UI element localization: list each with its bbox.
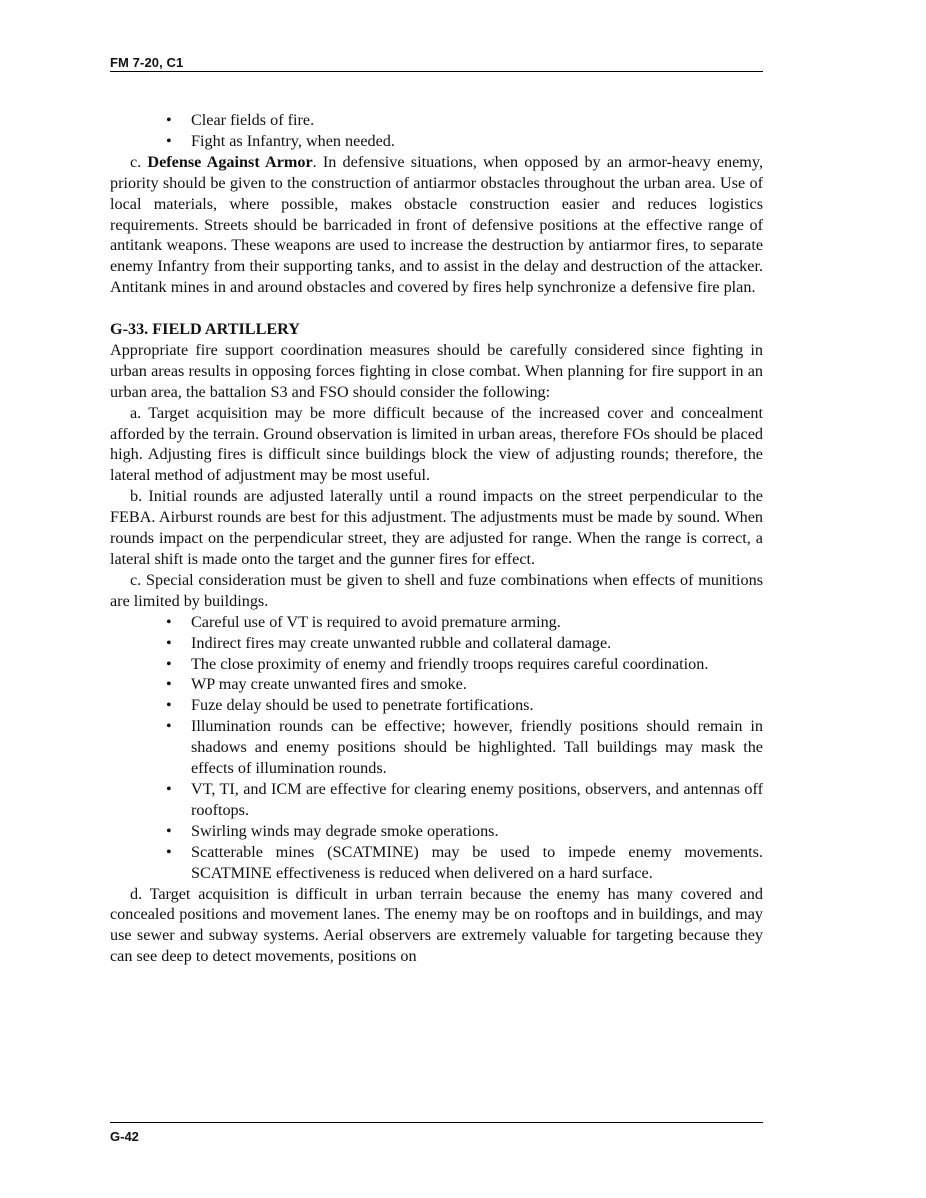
bullet-icon: • xyxy=(166,612,172,631)
paragraph-defense-against-armor xyxy=(110,152,763,298)
list-item-text: Swirling winds may degrade smoke operations. xyxy=(191,821,499,840)
list-item xyxy=(166,779,763,821)
list-item-text: WP may create unwanted fires and smoke. xyxy=(191,675,467,694)
bullet-icon: • xyxy=(166,821,172,840)
paragraph-title: Defense Against Armor xyxy=(147,152,313,171)
bullet-icon: • xyxy=(166,131,172,150)
bullet-list-top xyxy=(110,110,763,152)
page-body xyxy=(110,110,763,967)
bullet-icon: • xyxy=(166,111,172,129)
list-item xyxy=(166,821,763,842)
list-item-text: Clear fields of fire. xyxy=(191,111,315,129)
running-header: FM 7-20, C1 xyxy=(110,55,184,70)
list-item xyxy=(166,674,763,695)
list-item xyxy=(166,842,763,884)
list-item-text: Careful use of VT is required to avoid premature arming. xyxy=(191,612,561,631)
bullet-icon: • xyxy=(166,717,172,736)
bullet-icon: • xyxy=(166,779,172,798)
paragraph-a: a. Target acquisition may be more difficult because of the increased cover and concealment afforded by the terrain. Ground observation is limited in urban areas, therefore FOs should be placed high. Adjusting fires is difficult since buildings block the view of adjusting rounds; therefore, the lateral method of adjustment may be most useful. xyxy=(110,403,763,485)
section-intro: Appropriate fire support coordination measures should be carefully considered since fighting in urban areas results in opposing forces fighting in close combat. When planning for fire support in an urban area, the battalion S3 and FSO should consider the following: xyxy=(110,340,763,401)
list-item xyxy=(166,654,763,675)
list-item-text: Illumination rounds can be effective; however, friendly positions should remain in shadows and enemy positions should be highlighted. Tall buildings may mask the effects of illumination rounds. xyxy=(191,717,763,778)
header-rule xyxy=(110,71,763,72)
list-item-text: Scatterable mines (SCATMINE) may be used to impede enemy movements. SCATMINE effectiveness is reduced when delivered on a hard surface. xyxy=(191,842,763,882)
list-item-text: Fight as Infantry, when needed. xyxy=(191,131,395,150)
spacer xyxy=(110,298,763,319)
paragraph-b: b. Initial rounds are adjusted laterally until a round impacts on the street perpendicular to the FEBA. Airburst rounds are best for this adjustment. The adjustments must be made by sound. When rounds impact on the perpendicular street, they are adjusted for range. When the range is correct, a lateral shift is made onto the target and the gunner fires for effect. xyxy=(110,487,763,569)
bullet-icon: • xyxy=(166,654,172,673)
bullet-icon: • xyxy=(166,633,172,652)
bullet-icon: • xyxy=(166,696,172,715)
section-heading: G-33. FIELD ARTILLERY xyxy=(110,320,300,339)
list-item xyxy=(166,633,763,654)
bullet-icon: • xyxy=(166,842,172,861)
list-item xyxy=(166,716,763,779)
page-number: G-42 xyxy=(110,1129,139,1144)
paragraph-c: c. Special consideration must be given to shell and fuze combinations when effects of munitions are limited by buildings. xyxy=(110,570,763,610)
list-item xyxy=(166,695,763,716)
list-item-text: Fuze delay should be used to penetrate fortifications. xyxy=(191,696,534,715)
list-item-text: Indirect fires may create unwanted rubble and collateral damage. xyxy=(191,633,612,652)
paragraph-label: c. xyxy=(130,152,142,171)
paragraph-text: . In defensive situations, when opposed by an armor-heavy enemy, priority should be given to the construction of antiarmor obstacles throughout the urban area. Use of local materials, where possible, makes obstacle construction easier and reduces logistics requirements. Streets should be barricaded in front of defensive positions at the effective range of antitank weapons. These weapons are used to increase the destruction by antiarmor fires, to separate enemy Infantry from their supporting tanks, and to assist in the delay and destruction of the attacker. Antitank mines in and around obstacles and covered by fires help synchronize a defensive fire plan. xyxy=(110,152,763,297)
list-item-text: The close proximity of enemy and friendly troops requires careful coordination. xyxy=(191,654,709,673)
list-item xyxy=(166,131,763,152)
footer-rule xyxy=(110,1122,763,1123)
bullet-list-munitions xyxy=(110,612,763,884)
list-item xyxy=(166,612,763,633)
list-item xyxy=(166,110,763,131)
list-item-text: VT, TI, and ICM are effective for clearing enemy positions, observers, and antennas off rooftops. xyxy=(191,779,763,819)
bullet-icon: • xyxy=(166,675,172,694)
paragraph-d: d. Target acquisition is difficult in urban terrain because the enemy has many covered and concealed positions and movement lanes. The enemy may be on rooftops and in buildings, and may use sewer and subway systems. Aerial observers are extremely valuable for targeting because they can see deep to detect movements, positions on xyxy=(110,884,763,966)
